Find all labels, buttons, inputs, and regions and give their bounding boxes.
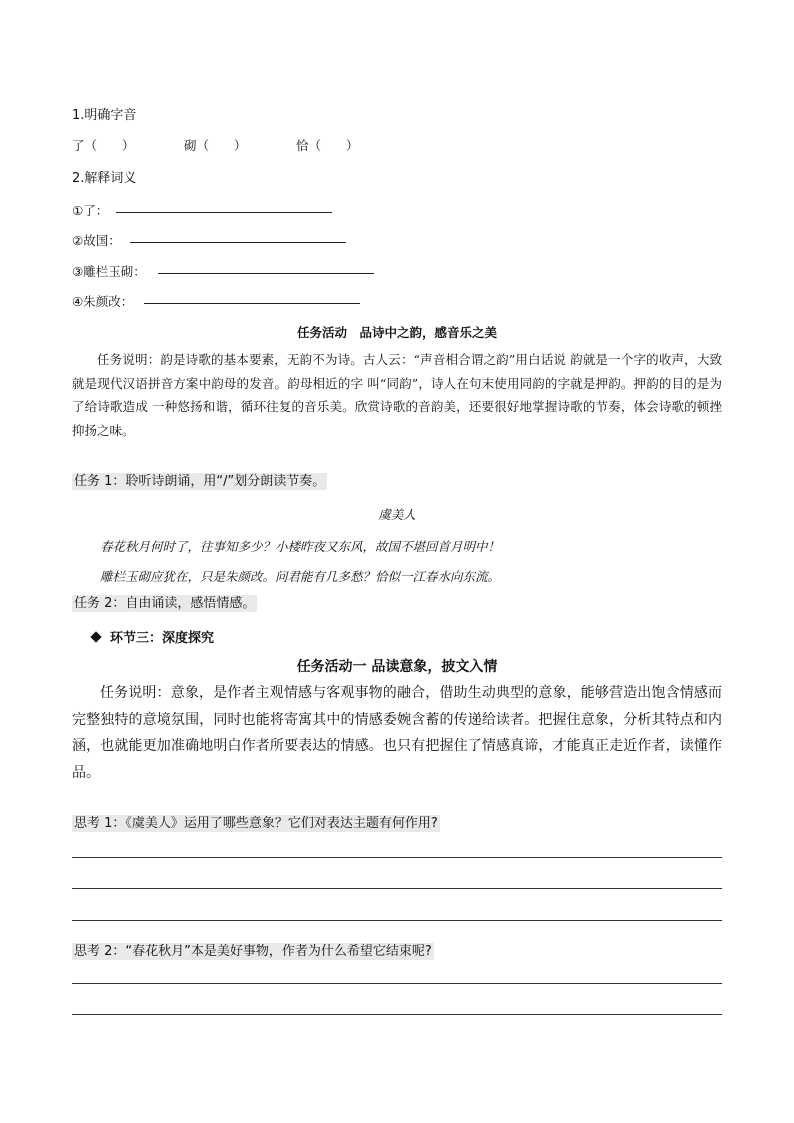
activity1-description: 任务说明：韵是诗歌的基本要素，无韵不为诗。古人云：“声音相合谓之韵”用白话说 韵就是一个字的收声，大致就是现代汉语拼音方案中韵母的发音。韵母相近的字 叫“同韵”，诗人在句末使用同韵的字就是押韵。押韵的目的是为了给诗歌造成 一种悠扬和谐，循环往复的音乐美。欣赏诗歌的音韵美，还要很好地掌握诗歌的节奏，体会诗歌的顿挫抑扬之味。 xyxy=(72,352,722,438)
definition-label-guguo: ②故国： xyxy=(72,233,121,248)
poem-line-1: 春花秋月何时了，往事知多少？小楼昨夜又东风，故国不堪回首月明中！ xyxy=(100,539,501,554)
answer-line[interactable] xyxy=(72,983,722,984)
activity1-title: 任务活动 品诗中之韵，感音乐之美 xyxy=(296,325,497,340)
task1-text: 任务 1：聆听诗朗诵，用“/”划分朗读节奏。 xyxy=(74,474,326,489)
pronunciation-item-qi: 砌（ ） xyxy=(184,138,247,153)
definition-label-le: ①了： xyxy=(72,203,109,218)
definition-answer-line[interactable] xyxy=(158,273,374,274)
task2-text: 任务 2：自由诵读，感悟情感。 xyxy=(74,596,256,611)
pronunciation-item-qia: 恰（ ） xyxy=(296,138,359,153)
activity2-title: 任务活动一 品读意象，披文入情 xyxy=(296,659,498,675)
definition-answer-line[interactable] xyxy=(130,242,346,243)
question1-row xyxy=(72,812,440,831)
definition-answer-line[interactable] xyxy=(116,212,332,213)
pronunciation-item-le: 了（ ） xyxy=(72,138,135,153)
answer-line[interactable] xyxy=(72,1014,722,1015)
answer-line[interactable] xyxy=(72,920,722,921)
definition-answer-line[interactable] xyxy=(144,303,360,304)
question2-row xyxy=(72,940,434,959)
poem-line-2: 雕栏玉砌应犹在，只是朱颜改。问君能有几多愁？恰似一江春水向东流。 xyxy=(100,569,501,584)
question2-text: 思考 2：“春花秋月”本是美好事物，作者为什么希望它结束呢? xyxy=(74,944,432,959)
answer-line[interactable] xyxy=(72,857,722,858)
definition-label-diaolan: ③雕栏玉砌： xyxy=(72,264,146,279)
poem-title: 虞美人 xyxy=(378,507,416,522)
activity2-description: 任务说明：意象，是作者主观情感与客观事物的融合，借助生动典型的意象，能够营造出饱含情感而完整独特的意境氛围，同时也能将寄寓其中的情感委婉含蓄的传递给读者。把握住意象，分析其特点和内涵，也就能更加准确地明白作者所要表达的情感。也只有把握住了情感真谛，才能真正走近作者，读懂作品。 xyxy=(72,685,722,781)
definition-label-zhuyan: ④朱颜改： xyxy=(72,294,134,309)
task2-row xyxy=(72,592,257,611)
answer-line[interactable] xyxy=(72,888,722,889)
diamond-bullet-icon xyxy=(90,631,101,642)
stage3-heading-row xyxy=(92,627,214,646)
task1-row xyxy=(72,470,327,489)
question1-text: 思考 1：《虞美人》运用了哪些意象？它们对表达主题有何作用? xyxy=(74,816,438,831)
section2-heading: 2.解释词义 xyxy=(72,171,137,186)
section1-heading: 1.明确字音 xyxy=(72,108,137,123)
stage3-heading: 环节三：深度探究 xyxy=(110,631,215,646)
